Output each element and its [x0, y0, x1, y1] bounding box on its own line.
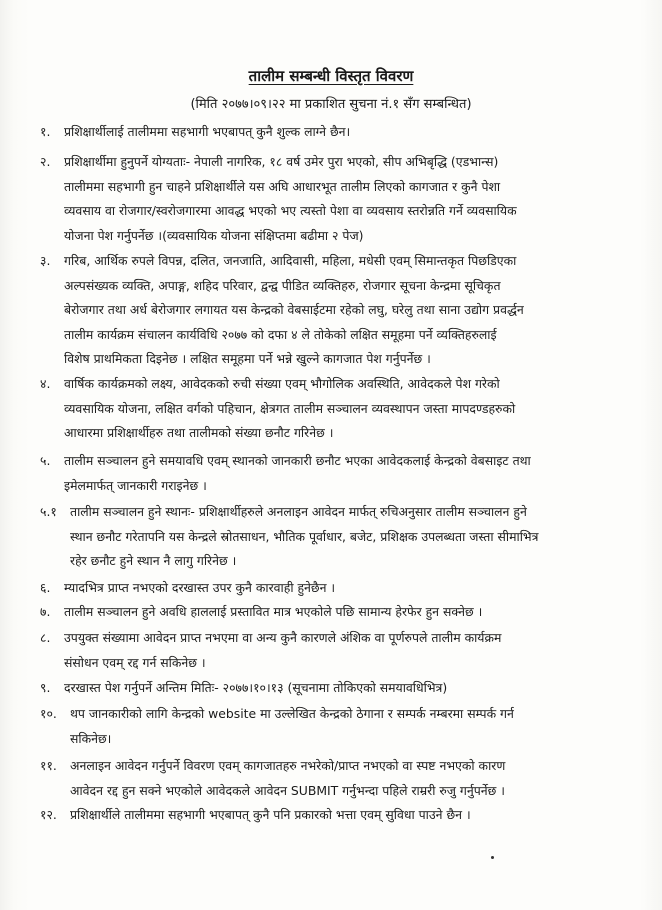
item-line: सकिनेछ। [70, 730, 112, 746]
item-line: संसोधन एवम् रद्द गर्न सकिनेछ । [64, 654, 206, 670]
document-title: तालीम सम्बन्धी विस्तृत विवरण [248, 67, 414, 85]
item-line: योजना पेश गर्नुपर्नेछ ।(व्यवसायिक योजना संक्षिप्तमा बढीमा २ पेज) [64, 227, 364, 243]
item-number: ४. [40, 376, 51, 391]
ink-dot [491, 856, 494, 859]
list-item [40, 600, 634, 625]
item-line: व्यवसाय वा रोजगार/स्वरोजगारमा आवद्ध भएको भए त्यस्तो पेशा वा व्यवसाय स्तरोन्नति गर्ने व्यवसायिक [64, 203, 517, 218]
item-line: विशेष प्राथमिकता दिइनेछ । लक्षित समूहमा पर्ने भन्ने खुल्ने कागजात पेश गर्नुपर्नेछ । [64, 351, 431, 366]
list-item [40, 249, 634, 372]
item-number: १०. [40, 706, 57, 721]
list-item [40, 372, 634, 446]
item-line: अनलाइन आवेदन गर्नुपर्ने विवरण एवम् कागजातहरु नभरेको/प्राप्त नभएको वा स्पष्ट नभएको कारण [70, 758, 506, 773]
item-number: ५.१ [40, 504, 57, 519]
item-line: तालीममा सहभागी हुन चाहने प्रशिक्षार्थीले यस अघि आधारभूत तालीम लिएको कागजात र कुनै पेशा [64, 178, 501, 194]
list-item [40, 676, 634, 701]
item-line: थप जानकारीको लागि केन्द्रको website मा उल्लेखित केन्द्रको ठेगाना र सम्पर्क नम्बरमा सम्पर्क गर्न [70, 706, 514, 721]
item-number: ८. [40, 630, 51, 645]
list-item [40, 803, 634, 828]
list-item [40, 449, 634, 498]
item-line: रहेर छनौट हुने स्थान नै लागु गरिनेछ । [70, 553, 237, 568]
item-line: आधारमा प्रशिक्षार्थीहरु तथा तालीमको संख्या छनौट गरिनेछ । [64, 425, 334, 440]
item-line: प्रशिक्षार्थीले तालीममा सहभागी भएबापत् कुनै पनि प्रकारको भत्ता एवम् सुविधा पाउने छैन । [70, 807, 471, 822]
item-number: १२. [40, 807, 57, 822]
list-item [40, 702, 634, 751]
item-line: प्रशिक्षार्थीलाई तालीममा सहभागी भएबापत् कुनै शुल्क लाग्ने छैन। [64, 124, 351, 139]
item-number: ५. [40, 453, 51, 468]
item-number: ११. [40, 758, 57, 773]
item-line: उपयुक्त संख्यामा आवेदन प्राप्त नभएमा वा अन्य कुनै कारणले अंशिक वा पूर्णरुपले तालीम कार्यक्रम [64, 630, 502, 645]
item-line: तालीम सञ्चालन हुने समयावधि एवम् स्थानको जानकारी छनौट भएका आवेदकलाई केन्द्रको वेबसाइट तथा [64, 453, 531, 468]
document-subtitle: (मिति २०७७।०९।२२ मा प्रकाशित सुचना नं.१ सँग सम्बन्धित) [190, 97, 472, 112]
item-line: इमेलमार्फत् जानकारी गराइनेछ । [64, 477, 207, 493]
item-number: १. [40, 124, 51, 139]
list-item [40, 576, 634, 601]
item-line: दरखास्त पेश गर्नुपर्ने अन्तिम मितिः- २०७७।१०।१३ (सूचनामा तोकिएको समयावधिभित्र) [64, 680, 448, 695]
item-number: ७. [40, 604, 51, 619]
list-item [40, 120, 634, 145]
list-item [40, 754, 634, 803]
item-line: तालीम सञ्चालन हुने स्थानः- प्रशिक्षार्थीहरुले अनलाइन आवेदन मार्फत् रुचिअनुसार तालीम सञ्चालन हुने [70, 504, 527, 519]
list-item [40, 150, 634, 248]
list-item [40, 500, 634, 574]
item-number: २. [40, 154, 51, 169]
item-number: ३. [40, 253, 51, 268]
item-number: ६. [40, 580, 51, 595]
item-line: प्रशिक्षार्थीमा हुनुपर्ने योग्यताः- नेपाली नागरिक, १८ वर्ष उमेर पुरा भएको, सीप अभिबृद्धि (एडभान्स) [64, 154, 499, 169]
item-line: तालीम सञ्चालन हुने अवधि हाललाई प्रस्तावित मात्र भएकोले पछि सामान्य हेरफेर हुन सक्नेछ । [64, 604, 483, 619]
item-line: गरिब, आर्थिक रुपले विपन्न, दलित, जनजाति, आदिवासी, महिला, मधेसी एवम् सिमान्तकृत पिछडिएका [64, 253, 517, 268]
item-line: व्यवसायिक योजना, लक्षित वर्गको पहिचान, क्षेत्रगत तालीम सञ्चालन व्यवस्थापन जस्ता मापदण्डहरुको [64, 400, 516, 416]
list-item [40, 626, 634, 675]
item-line: आवेदन रद्द हुन सक्ने भएकोले आवेदकले आवेदन SUBMIT गर्नुभन्दा पहिले राम्ररी रुजु गर्नुपर्नेछ । [70, 782, 505, 798]
item-line: तालीम कार्यक्रम संचालन कार्यविधि २०७७ को दफा ४ ले तोकेको लक्षित समूहमा पर्ने व्यक्तिहरुलाई [64, 326, 497, 342]
item-line: अल्पसंख्यक व्यक्ति, अपाङ्ग, शहिद परिवार, द्वन्द्व पीडित व्यक्तिहरु, रोजगार सूचना केन्द्रमा सूचिकृत [64, 277, 501, 293]
item-line: स्थान छनौट गरेतापनि यस केन्द्रले स्रोतसाधन, भौतिक पूर्वाधार, बजेट, प्रशिक्षक उपलब्धता जस्ता सीमाभित्र [70, 528, 539, 544]
item-line: वार्षिक कार्यक्रमको लक्ष्य, आवेदकको रुची संख्या एवम् भौगोलिक अवस्थिति, आवेदकले पेश गरेको [64, 376, 500, 391]
item-number: ९. [40, 680, 51, 695]
item-line: म्यादभित्र प्राप्त नभएको दरखास्त उपर कुनै कारवाही हुनेछैन । [64, 580, 336, 595]
item-line: बेरोजगार तथा अर्ध बेरोजगार लगायत यस केन्द्रको वेबसाईटमा रहेको लघु, घरेलु तथा साना उद्योग प्रवर्द्धन [64, 302, 524, 317]
